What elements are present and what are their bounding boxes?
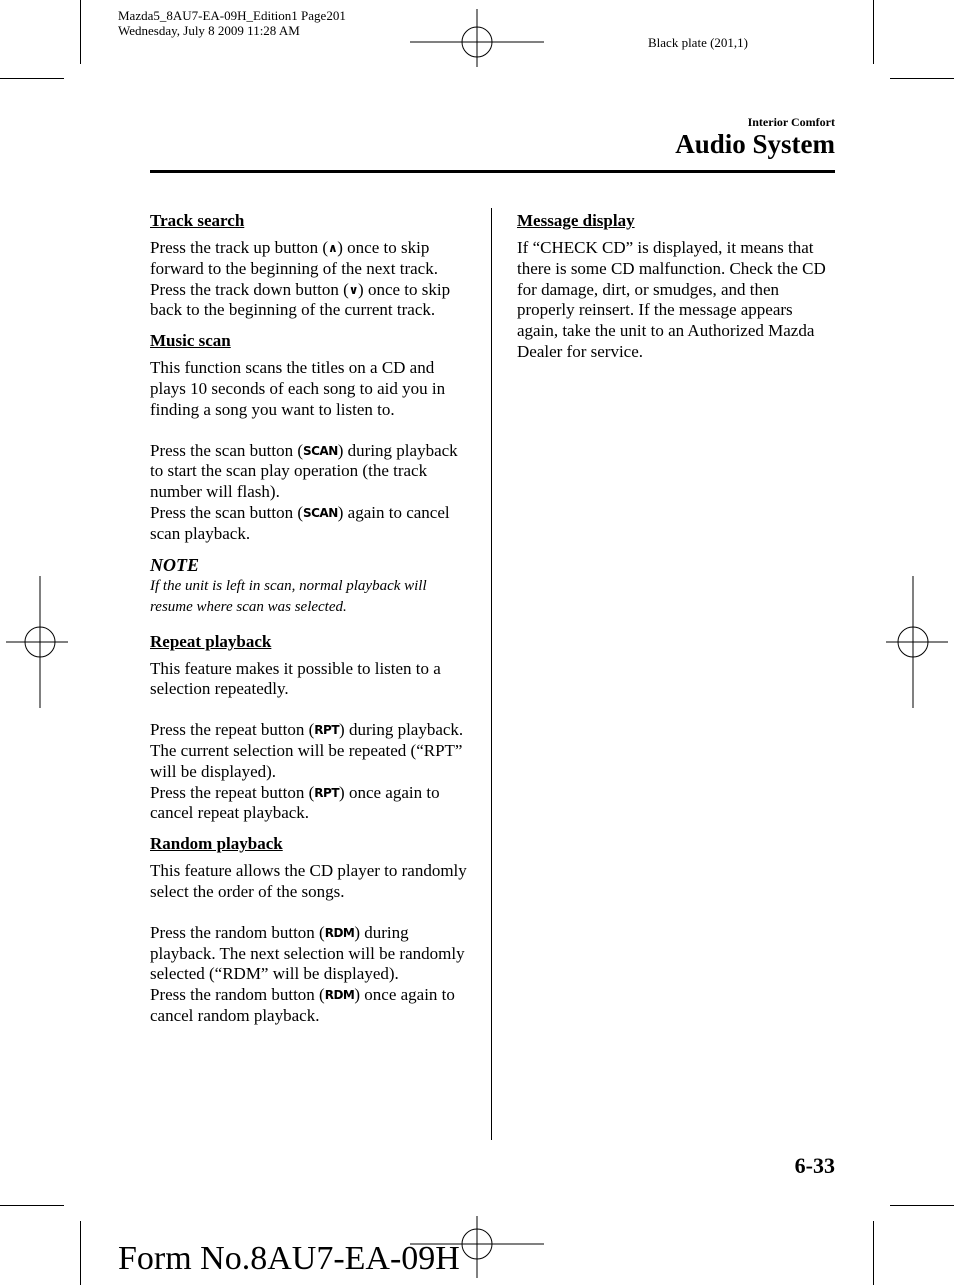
- heading-repeat-playback: Repeat playback: [150, 631, 272, 651]
- scan-icon: SCAN: [302, 505, 338, 520]
- random-intro: This feature allows the CD player to randomly select the order of the songs.: [150, 861, 467, 901]
- header-rule: [150, 170, 835, 173]
- crop-mark: [80, 1221, 81, 1285]
- heading-random-playback: Random playback: [150, 834, 283, 854]
- page-number: 6-33: [794, 1153, 835, 1178]
- crop-mark: [873, 0, 874, 64]
- repeat-icon: RPT: [314, 723, 340, 738]
- print-header-date: Wednesday, July 8 2009 11:28 AM: [118, 23, 300, 38]
- crop-mark: [890, 1205, 954, 1206]
- registration-target-right: [882, 576, 948, 708]
- form-number: Form No.8AU7-EA-09H: [118, 1240, 460, 1277]
- note-text: If the unit is left in scan, normal playback will resume where scan was selected.: [150, 577, 427, 615]
- repeat-start: Press the repeat button (RPT) during playback. The current selection will be repeated (“RPT” will be displayed).: [150, 720, 464, 781]
- track-search-up-text: Press the track up button (∧) once to skip forward to the beginning of the next track.: [150, 238, 438, 278]
- music-scan-intro: This function scans the titles on a CD and plays 10 seconds of each song to aid you in finding a song you want to listen to.: [150, 358, 446, 419]
- crop-mark: [80, 0, 81, 64]
- section-label: Interior Comfort: [747, 115, 835, 129]
- registration-target-left: [6, 576, 72, 708]
- crop-mark: [873, 1221, 874, 1285]
- heading-track-search: Track search: [150, 211, 245, 230]
- repeat-intro: This feature makes it possible to listen to a selection repeatedly.: [150, 658, 441, 699]
- right-column: [517, 211, 835, 363]
- track-down-icon: ∨: [348, 282, 359, 297]
- random-start: Press the random button (RDM) during playback. The next selection will be randomly selected (“RDM” will be displayed).: [150, 922, 465, 984]
- left-column: [150, 211, 470, 1027]
- random-cancel: Press the random button (RDM) once again to cancel random playback.: [150, 985, 455, 1025]
- repeat-icon: RPT: [314, 785, 340, 800]
- music-scan-start: Press the scan button (SCAN) during playback to start the scan play operation (the track number will flash).: [150, 440, 458, 502]
- registration-target-top: [410, 5, 544, 71]
- plate-label: Black plate (201,1): [648, 35, 748, 50]
- crop-mark: [0, 1205, 64, 1206]
- note-title: NOTE: [150, 554, 199, 575]
- track-up-icon: ∧: [328, 241, 338, 255]
- random-icon: RDM: [324, 925, 355, 940]
- print-header: [118, 8, 346, 38]
- heading-music-scan: Music scan: [150, 331, 231, 351]
- message-display-text: If “CHECK CD” is displayed, it means that there is some CD malfunction. Check the CD for damage, dirt, or smudges, and then properly reinsert. If the message appears again, take the unit to an Authorized Mazda Dealer for service.: [517, 238, 826, 361]
- repeat-cancel: Press the repeat button (RPT) once again to cancel repeat playback.: [150, 782, 440, 823]
- scan-icon: SCAN: [302, 443, 338, 458]
- print-header-file: Mazda5_8AU7-EA-09H_Edition1 Page201: [118, 8, 346, 23]
- page-title: Audio System: [675, 129, 835, 159]
- random-icon: RDM: [324, 988, 355, 1003]
- music-scan-cancel: Press the scan button (SCAN) again to cancel scan playback.: [150, 502, 450, 543]
- track-search-down-text: Press the track down button (∨) once to skip back to the beginning of the current track.: [150, 279, 451, 320]
- crop-mark: [890, 78, 954, 79]
- crop-mark: [0, 78, 64, 79]
- heading-message-display: Message display: [517, 211, 635, 230]
- column-divider: [491, 208, 492, 1140]
